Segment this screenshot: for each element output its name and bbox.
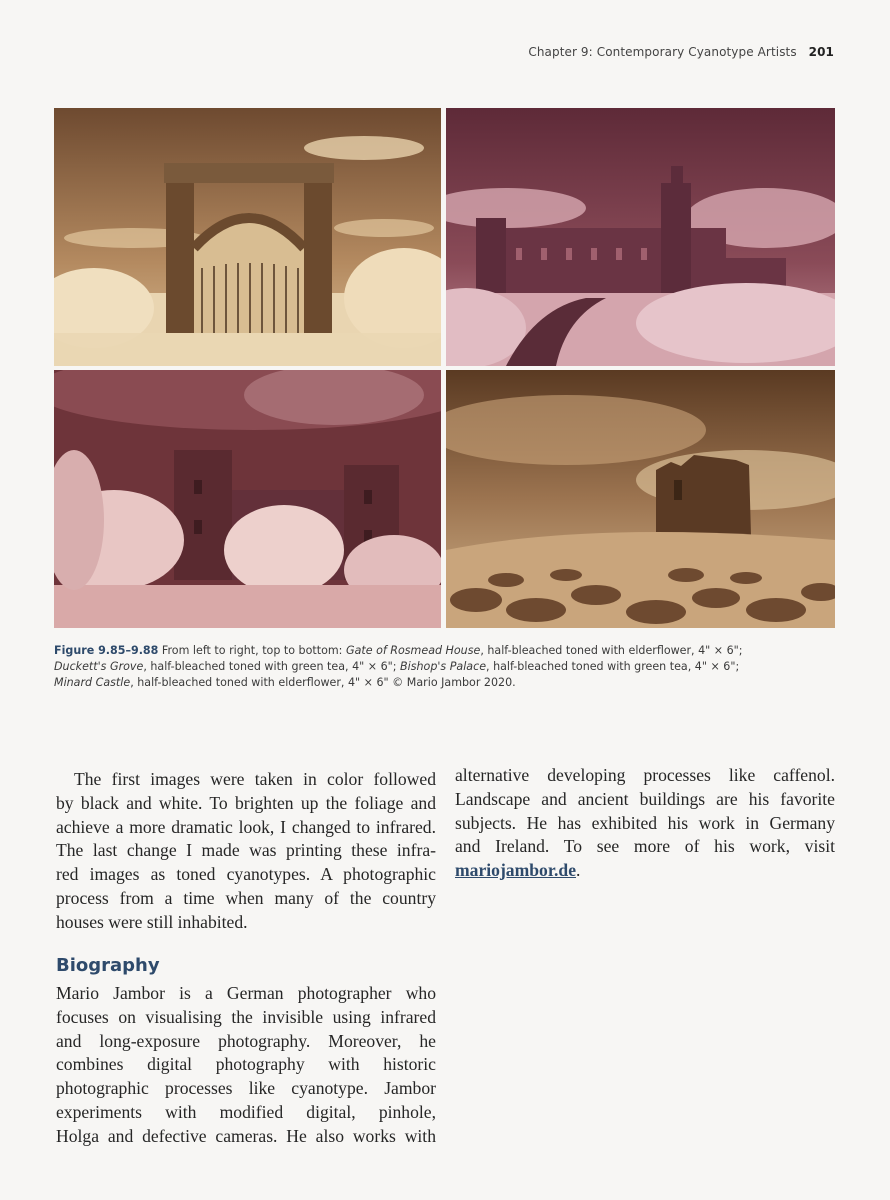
caption-desc-2: , half-bleached toned with green tea, 4" × 6";	[143, 660, 397, 673]
body-line: and Ireland. To see more of his work, visit	[455, 836, 835, 857]
body-line: red images as toned cyanotypes. A photographic	[56, 864, 436, 885]
body-line: The last change I made was printing these infra-	[56, 840, 436, 861]
biography-heading: Biography	[56, 955, 160, 976]
body-line: The first images were taken in color followed	[74, 769, 436, 789]
caption-intro: From left to right, top to bottom:	[161, 644, 343, 657]
running-header	[528, 45, 834, 59]
photo-gate-of-rosmead-house	[54, 108, 441, 366]
bio-line: Holga and defective cameras. He also works with	[56, 1125, 436, 1146]
bio-line: Mario Jambor is a German photographer who	[56, 983, 436, 1003]
caption-title-1: Gate of Rosmead House	[345, 644, 481, 657]
body-line: by black and white. To brighten up the foliage and	[56, 792, 436, 813]
bio-line: experiments with modified digital, pinhole,	[56, 1101, 436, 1122]
body-line: houses were still inhabited.	[56, 911, 248, 932]
bio-line: and long-exposure photography. Moreover, he	[56, 1030, 436, 1051]
caption-title-4: Minard Castle	[54, 676, 131, 689]
figure-label: Figure 9.85–9.88	[54, 644, 159, 657]
body-line: achieve a more dramatic look, I changed to infrared.	[56, 816, 436, 837]
body-line: alternative developing processes like caffenol.	[455, 765, 835, 785]
bio-line: photographic processes like cyanotype. Jambor	[56, 1078, 436, 1099]
photo-minard-castle	[446, 370, 835, 628]
figure-caption	[54, 643, 844, 691]
body-line: process from a time when many of the country	[56, 887, 436, 908]
body-paragraph-right	[455, 764, 835, 883]
caption-title-2: Duckett's Grove	[54, 660, 144, 673]
caption-desc-3: , half-bleached toned with green tea, 4" × 6";	[486, 660, 740, 673]
chapter-title: Chapter 9: Contemporary Cyanotype Artists	[528, 45, 797, 59]
biography-paragraph	[56, 982, 436, 1149]
body-line-link	[455, 859, 835, 883]
photo-ducketts-grove	[446, 108, 835, 366]
body-line: Landscape and ancient buildings are his favorite	[455, 788, 835, 809]
caption-desc-4: , half-bleached toned with elderflower, 4" × 6" © Mario Jambor 2020.	[130, 676, 516, 689]
page-number: 201	[808, 45, 834, 59]
body-paragraph-intro	[56, 768, 436, 935]
body-line: subjects. He has exhibited his work in Germany	[455, 812, 835, 833]
website-link[interactable]: mariojambor.de	[455, 860, 577, 881]
link-trailing-period: .	[576, 860, 581, 881]
bio-line: focuses on visualising the invisible using infrared	[56, 1006, 436, 1027]
caption-title-3: Bishop's Palace	[400, 660, 487, 673]
bio-line: combines digital photography with historic	[56, 1054, 436, 1075]
caption-desc-1: , half-bleached toned with elderflower, 4" × 6";	[480, 644, 743, 657]
photo-bishops-palace	[54, 370, 441, 628]
